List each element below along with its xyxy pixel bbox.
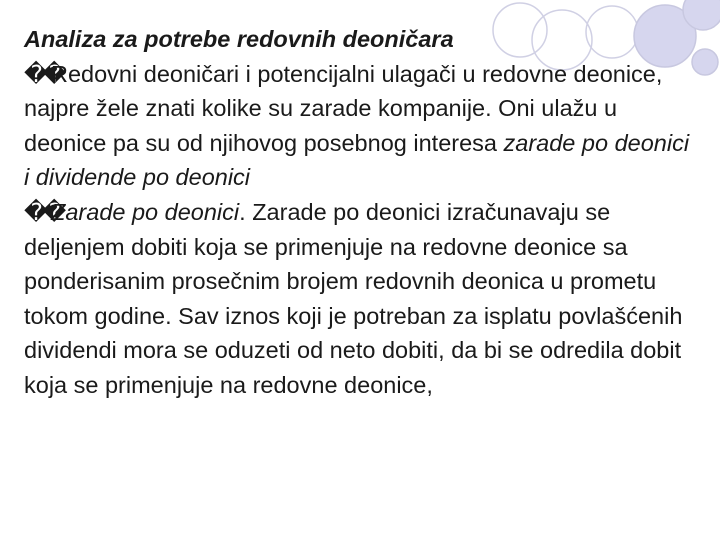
paragraph-1-text: Redovni deoničari i potencijalni ulagači u redovne deonice, najpre žele znati kolike su zarade kompanije. Oni ulažu u deonice pa su od njihovog posebnog interesa xyxy=(24,60,663,156)
bullet-glyph: �� xyxy=(24,198,61,225)
paragraph-2-italic: Zarade po deonici xyxy=(51,198,240,225)
bullet-glyph: �� xyxy=(24,60,61,87)
paragraph-2 xyxy=(24,195,696,403)
slide-content xyxy=(24,22,696,403)
paragraph-1 xyxy=(24,57,696,195)
paragraph-2-text: . Zarade po deonici izračunavaju se deljenjem dobiti koja se primenjuje na redovne deonice sa ponderisanim prosečnim brojem redovnih deonica u prometu tokom godine. Sav iznos koji je potreban za isplatu povlašćenih dividendi mora se oduzeti od neto dobiti, da bi se odredila dobit koja se primenjuje na redovne deonice, xyxy=(24,198,683,398)
slide-title: Analiza za potrebe redovnih deoničara xyxy=(24,26,454,52)
paragraph-1-italic: zarade po deonici i dividende po deonici xyxy=(24,129,690,191)
